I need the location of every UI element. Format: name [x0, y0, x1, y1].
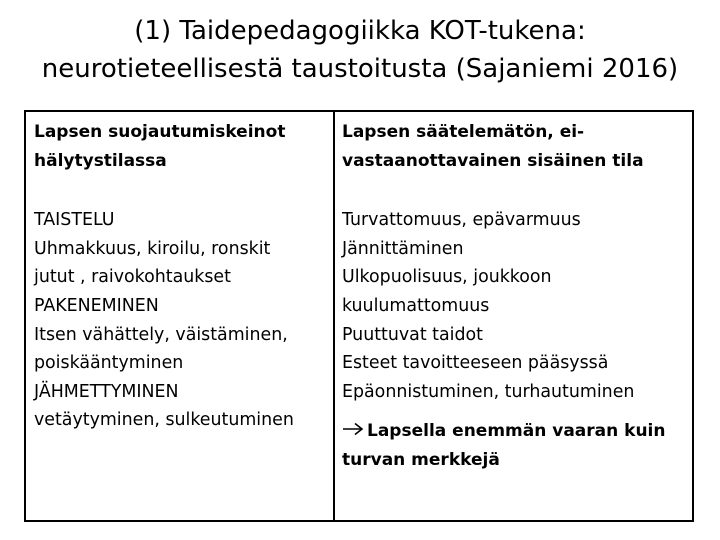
left-line: Itsen vähättely, väistäminen,: [34, 324, 288, 345]
right-line: Puuttuvat taidot: [342, 324, 483, 345]
right-heading-line-1: Lapsen säätelemätön, ei-: [342, 122, 585, 142]
slide-title-line-1: (1) Taidepedagogiikka KOT-tukena:: [134, 16, 586, 46]
left-column-heading: [34, 118, 334, 175]
conclusion-text-1: Lapsella enemmän vaaran kuin: [367, 421, 666, 442]
left-heading-line-1: Lapsen suojautumiskeinot: [34, 122, 286, 142]
right-line: Jännittäminen: [342, 238, 464, 259]
right-line: Epäonnistuminen, turhautuminen: [342, 381, 635, 402]
left-line: TAISTELU: [34, 210, 115, 231]
right-line: Esteet tavoitteeseen pääsyssä: [342, 353, 609, 374]
arrow-right-icon: [342, 422, 364, 436]
right-line: kuulumattomuus: [342, 295, 490, 316]
left-column: [34, 118, 334, 435]
right-heading-line-2: vastaanottavainen sisäinen tila: [342, 150, 644, 171]
left-line: PAKENEMINEN: [34, 295, 159, 316]
right-line: Ulkopuolisuus, joukkoon: [342, 267, 552, 288]
right-line: Turvattomuus, epävarmuus: [342, 210, 581, 231]
left-heading-line-2: hälytystilassa: [34, 150, 167, 171]
left-line: poiskääntyminen: [34, 353, 184, 374]
left-line: vetäytyminen, sulkeutuminen: [34, 410, 294, 431]
slide-title: [20, 12, 700, 88]
conclusion-line-1: [342, 417, 692, 446]
conclusion: [342, 417, 692, 474]
left-line: Uhmakkuus, kiroilu, ronskit: [34, 238, 271, 259]
left-line: JÄHMETTYMINEN: [34, 381, 179, 402]
content-table: [24, 110, 694, 522]
left-line: jutut , raivokohtaukset: [34, 267, 231, 288]
conclusion-line-2: turvan merkkejä: [342, 449, 500, 470]
right-column: [342, 118, 692, 475]
slide-title-line-2: neurotieteellisestä taustoitusta (Sajaniemi 2016): [41, 54, 679, 84]
right-column-heading: [342, 118, 692, 175]
